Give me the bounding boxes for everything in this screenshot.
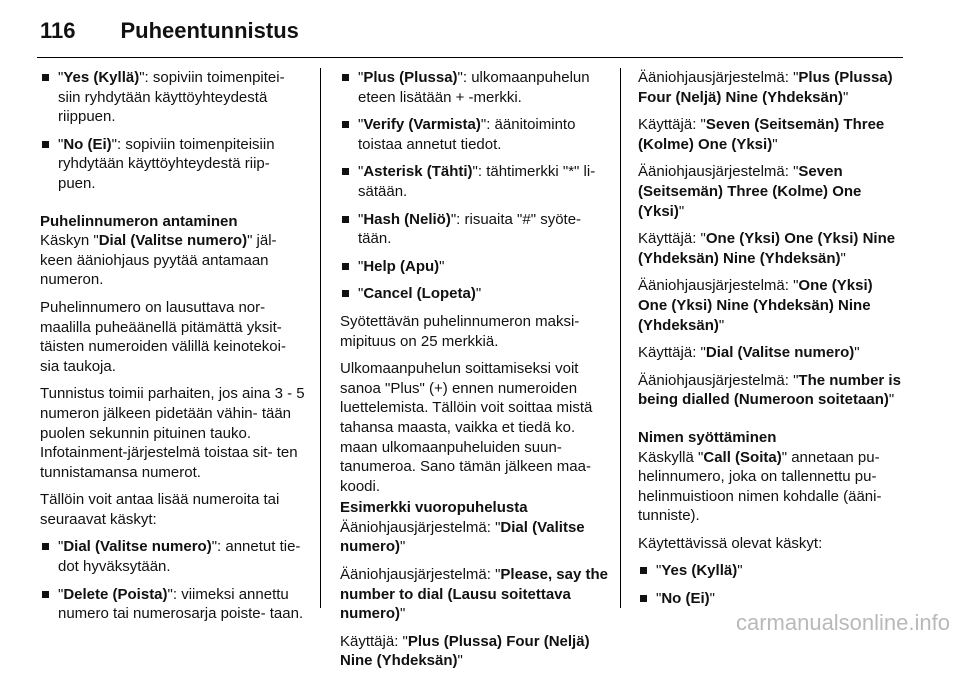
paragraph: Puhelinnumero on lausuttava nor- maalilla puheäänellä pitämättä yksit- täisten numeroiden välillä keinotekoi- sia taukoja. xyxy=(40,298,286,375)
dialog-line: Ääniohjausjärjestelmä: "One (Yksi) One (Yksi) Nine (Yhdeksän) Nine (Yhdeksän)" xyxy=(638,277,873,334)
column-divider xyxy=(620,68,621,608)
dialog-line: Ääniohjausjärjestelmä: "Seven (Seitsemän) Three (Kolme) One (Yksi)" xyxy=(638,163,862,220)
dialog-line: Käyttäjä: "Dial (Valitse numero)" xyxy=(638,344,860,362)
paragraph: Tunnistus toimii parhaiten, jos aina 3 - 5 numeron jälkeen pidetään vähin- tään puolen sekunnin pituinen tauko. Infotainment-järjestelmä toistaa sit- ten tunnistamansa numerot. xyxy=(40,385,305,481)
list-item: "Asterisk (Tähti)": tähtimerkki "*" li- sätään. xyxy=(340,162,608,201)
column-1 xyxy=(40,68,308,632)
paragraph: Käskyllä "Call (Soita)" annetaan pu- helinnumero, joka on tallennettu pu- helinmuistioon nimen kohdalle (ääni- tunniste). xyxy=(638,448,882,525)
column-3 xyxy=(638,68,904,617)
list-item: "Help (Apu)" xyxy=(340,257,608,277)
section-heading: Esimerkki vuoropuhelusta xyxy=(340,499,528,517)
dialog-line: Käyttäjä: "One (Yksi) One (Yksi) Nine (Yhdeksän) Nine (Yhdeksän)" xyxy=(638,230,896,267)
bullet-icon xyxy=(342,74,349,81)
section-heading: Nimen syöttäminen xyxy=(638,428,777,446)
bullet-icon xyxy=(42,141,49,148)
list-item: "Dial (Valitse numero)": annetut tie- dot hyväksytään. xyxy=(40,537,308,576)
dialog-line: Käyttäjä: "Seven (Seitsemän) Three (Kolme) One (Yksi)" xyxy=(638,116,885,153)
page-title: Puheentunnistus xyxy=(120,18,299,43)
list-item: "Hash (Neliö)": risuaita "#" syöte- tään. xyxy=(340,210,608,249)
bullet-icon xyxy=(640,567,647,574)
list-item: "Verify (Varmista)": äänitoiminto toistaa annetut tiedot. xyxy=(340,115,608,154)
bullet-icon xyxy=(342,290,349,297)
column-2 xyxy=(340,68,608,679)
section-heading: Puhelinnumeron antaminen xyxy=(40,212,238,230)
list-item: "No (Ei)" xyxy=(638,589,904,609)
watermark: carmanualsonline.info xyxy=(735,610,950,635)
dialog-line: Ääniohjausjärjestelmä: "Dial (Valitse numero)" xyxy=(340,518,585,556)
bullet-icon xyxy=(42,543,49,550)
list-item: "Yes (Kyllä)" xyxy=(638,561,904,581)
dialog-line: Ääniohjausjärjestelmä: "Please, say the number to dial (Lausu soitettava numero)" xyxy=(340,566,608,623)
page-header xyxy=(40,18,299,48)
bullet-icon xyxy=(342,263,349,270)
paragraph: Käytettävissä olevat käskyt: xyxy=(638,534,823,552)
bullet-icon xyxy=(342,121,349,128)
bullet-icon xyxy=(42,591,49,598)
paragraph: Käskyn "Dial (Valitse numero)" jäl- keen ääniohjaus pyytää antamaan numeron. xyxy=(40,232,277,289)
dialog-line: Ääniohjausjärjestelmä: "The number is being dialled (Numeroon soitetaan)" xyxy=(638,371,901,409)
page-number: 116 xyxy=(40,18,76,43)
paragraph: Ulkomaanpuhelun soittamiseksi voit sanoa "Plus" (+) ennen numeroiden luettelemista. Tällöin voit soittaa mistä tahansa maasta, vaikka et tiedä ko. maan ulkomaanpuheluiden suun- tanumeroa. Sano tämän jälkeen maa- koodi. xyxy=(340,360,593,495)
paragraph: Tällöin voit antaa lisää numeroita tai seuraavat käskyt: xyxy=(40,491,280,528)
bullet-icon xyxy=(640,595,647,602)
list-item: "Plus (Plussa)": ulkomaanpuhelun eteen lisätään + -merkki. xyxy=(340,68,608,107)
list-item: "Cancel (Lopeta)" xyxy=(340,284,608,304)
header-rule xyxy=(37,57,903,58)
dialog-line: Käyttäjä: "Plus (Plussa) Four (Neljä) Nine (Yhdeksän)" xyxy=(340,632,590,670)
dialog-line: Ääniohjausjärjestelmä: "Plus (Plussa) Four (Neljä) Nine (Yhdeksän)" xyxy=(638,69,893,106)
list-item: "No (Ei)": sopiviin toimenpiteisiin ryhdytään käyttöyhteydestä riip- puen. xyxy=(40,135,308,194)
bullet-icon xyxy=(342,216,349,223)
list-item: "Delete (Poista)": viimeksi annettu numero tai numerosarja poiste- taan. xyxy=(40,585,308,624)
bullet-icon xyxy=(42,74,49,81)
paragraph: Syötettävän puhelinnumeron maksi- mipituus on 25 merkkiä. xyxy=(340,312,580,350)
list-item: "Yes (Kyllä)": sopiviin toimenpitei- siin ryhdytään käyttöyhteydestä riippuen. xyxy=(40,68,308,127)
bullet-icon xyxy=(342,168,349,175)
column-divider xyxy=(320,68,321,608)
